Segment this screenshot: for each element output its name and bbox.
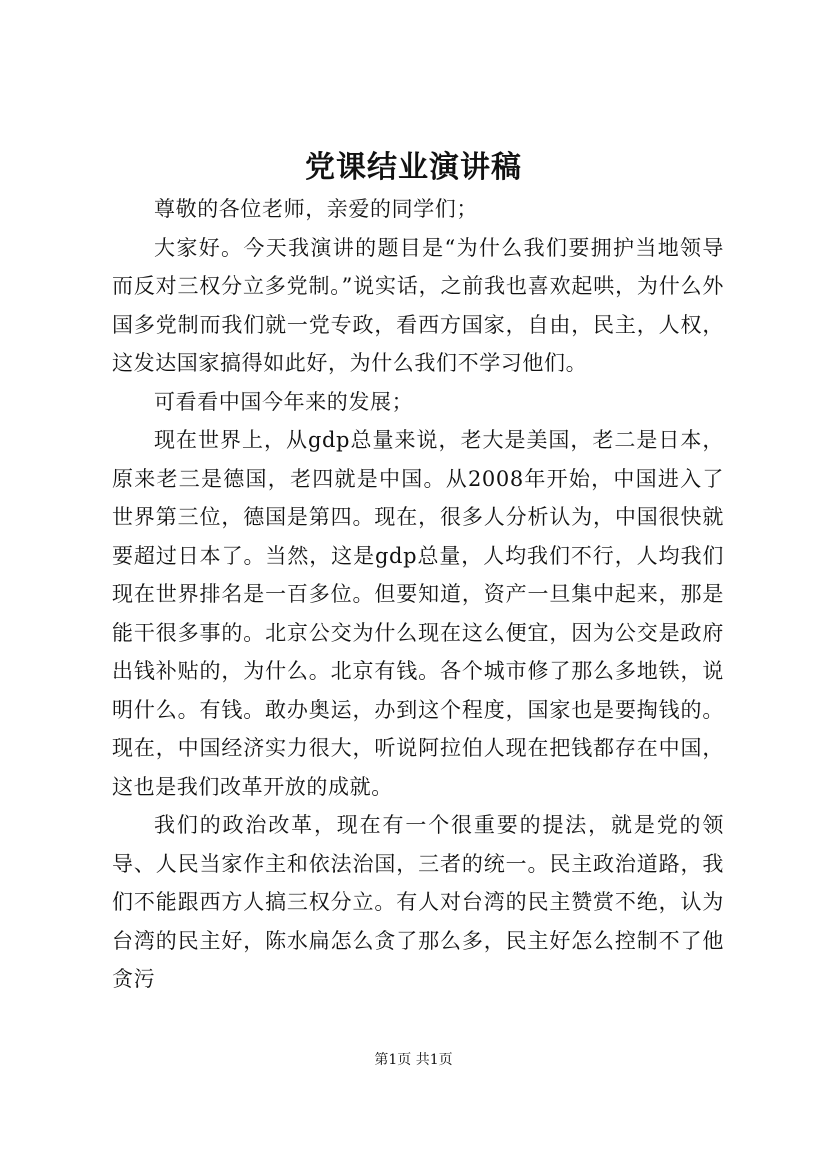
document-body [112, 190, 724, 999]
paragraph-economy: 现在世界上，从gdp总量来说，老大是美国，老二是日本，原来老三是德国，老四就是中国。从2008年开始，中国进入了世界第三位，德国是第四。现在，很多人分析认为，中国很快就要超过日本了。当然，这是gdp总量，人均我们不行，人均我们现在世界排名是一百多位。但要知道，资产一旦集中起来，那是能干很多事的。北京公交为什么现在这么便宜，因为公交是政府出钱补贴的，为什么。北京有钱。各个城市修了那么多地铁，说明什么。有钱。敢办奥运，办到这个程度，国家也是要掏钱的。现在，中国经济实力很大，听说阿拉伯人现在把钱都存在中国，这也是我们改革开放的成就。 [112, 428, 724, 799]
paragraph-greeting: 尊敬的各位老师，亲爱的同学们； [154, 197, 478, 221]
paragraph-transition: 可看看中国今年来的发展； [154, 389, 414, 414]
paragraph-intro: 大家好。今天我演讲的题目是“为什么我们要拥护当地领导而反对三权分立多党制。”说实话，之前我也喜欢起哄，为什么外国多党制而我们就一党专政，看西方国家，自由，民主，人权，这发达国家搞得如此好，为什么我们不学习他们。 [112, 235, 724, 375]
document-title: 党课结业演讲稿 [305, 150, 522, 185]
paragraph-politics: 我们的政治改革，现在有一个很重要的提法，就是党的领导、人民当家作主和依法治国，三者的统一。民主政治道路，我们不能跟西方人搞三权分立。有人对台湾的民主赞赏不绝，认为台湾的民主好，陈水扁怎么贪了那么多，民主好怎么控制不了他贪污 [112, 813, 724, 991]
page-footer: 第1页 共1页 [374, 1052, 453, 1068]
